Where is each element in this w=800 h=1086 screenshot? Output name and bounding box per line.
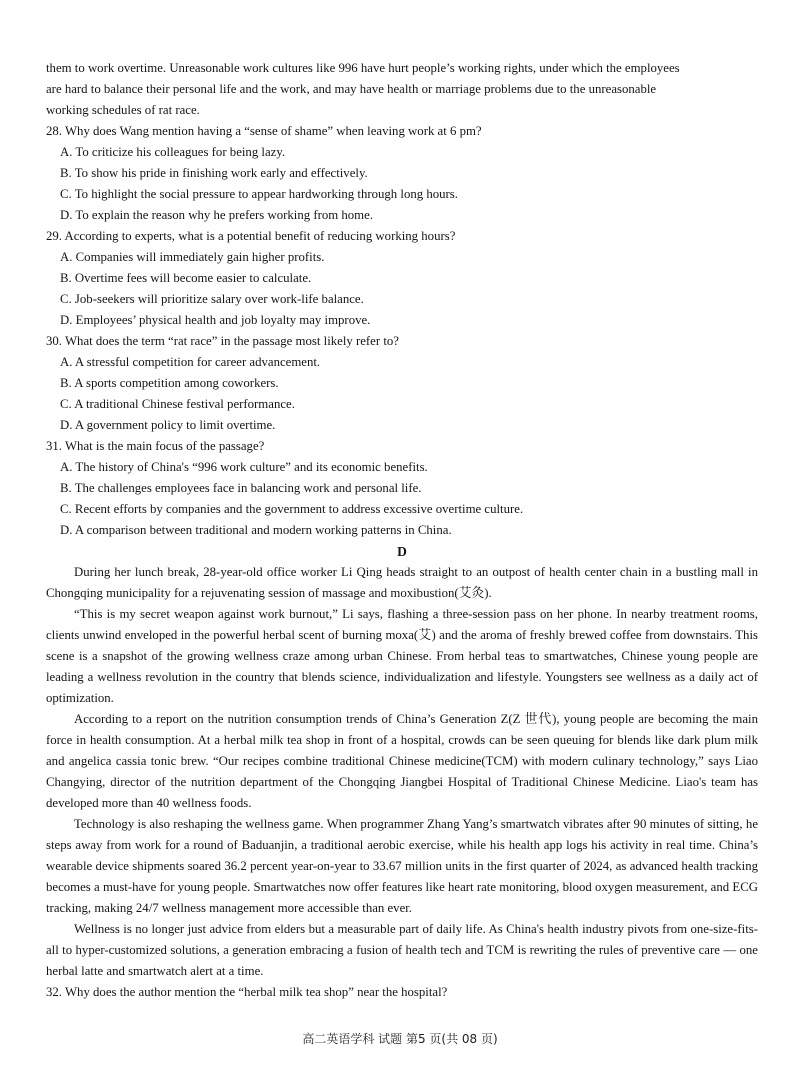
passage-paragraph: “This is my secret weapon against work burnout,” Li says, flashing a three-session pass on her phone. In nearby treatment rooms, clients unwind enveloped in the powerful herbal scent of burning moxa(艾) and the aroma of freshly brewed coffee from downstairs. This scene is a snapshot of the growing wellness craze among urban Chinese. From herbal teas to smartwatches, Chinese young people are leading a wellness revolution in the country that blends science, individualization and lifestyle. Youngsters see wellness as a daily act of optimization. — [46, 607, 758, 705]
answer-option-d[interactable]: D. To explain the reason why he prefers working from home. — [60, 208, 374, 222]
passage-line: working schedules of rat race. — [46, 103, 200, 117]
passage-paragraph: According to a report on the nutrition consumption trends of China’s Generation Z(Z 世代), young people are becoming the main force in health consumption. At a herbal milk tea shop in front of a hospital, crowds can be seen queuing for blends like dark plum milk and angelica cassia tonic brew. “Our recipes combine traditional Chinese medicine(TCM) with modern culinary technology,” says Liao Changying, director of the nutrition department of the Chongqing Jiangbei Hospital of Traditional Chinese Medicine. Liao's team has developed more than 40 wellness foods. — [46, 712, 758, 810]
exam-page — [46, 58, 758, 1003]
section-heading-d: D — [397, 544, 407, 559]
answer-option-b[interactable]: B. Overtime fees will become easier to calculate. — [60, 271, 312, 285]
question-29 — [46, 226, 758, 331]
answer-option-a[interactable]: A. Companies will immediately gain higher profits. — [60, 250, 325, 264]
answer-option-b[interactable]: B. The challenges employees face in balancing work and personal life. — [60, 481, 422, 495]
question-31 — [46, 436, 758, 541]
passage-c-continuation — [46, 58, 758, 121]
question-30 — [46, 331, 758, 436]
answer-option-d[interactable]: D. Employees’ physical health and job loyalty may improve. — [60, 313, 371, 327]
answer-option-c[interactable]: C. Job-seekers will prioritize salary over work-life balance. — [60, 292, 364, 306]
question-stem: 29. According to experts, what is a potential benefit of reducing working hours? — [46, 229, 456, 243]
answer-option-a[interactable]: A. The history of China's “996 work culture” and its economic benefits. — [60, 460, 428, 474]
question-stem: 28. Why does Wang mention having a “sense of shame” when leaving work at 6 pm? — [46, 124, 482, 138]
answer-option-c[interactable]: C. Recent efforts by companies and the government to address excessive overtime culture. — [60, 502, 524, 516]
answer-option-c[interactable]: C. A traditional Chinese festival performance. — [60, 397, 295, 411]
passage-d — [46, 562, 758, 982]
answer-option-d[interactable]: D. A government policy to limit overtime. — [60, 418, 276, 432]
passage-paragraph: Wellness is no longer just advice from elders but a measurable part of daily life. As China's health industry pivots from one-size-fits-all to hyper-customized solutions, a generation embracing a fusion of health tech and TCM is rewriting the rules of preventive care — one herbal latte and smartwatch alert at a time. — [46, 922, 758, 978]
answer-option-a[interactable]: A. A stressful competition for career advancement. — [60, 355, 321, 369]
answer-option-d[interactable]: D. A comparison between traditional and modern working patterns in China. — [60, 523, 452, 537]
answer-option-c[interactable]: C. To highlight the social pressure to appear hardworking through long hours. — [60, 187, 458, 201]
question-32-stem: 32. Why does the author mention the “herbal milk tea shop” near the hospital? — [46, 985, 448, 999]
passage-line: them to work overtime. Unreasonable work cultures like 996 have hurt people’s working rights, under which the employees — [46, 61, 680, 75]
answer-option-b[interactable]: B. A sports competition among coworkers. — [60, 376, 279, 390]
question-stem: 31. What is the main focus of the passage? — [46, 439, 265, 453]
answer-option-a[interactable]: A. To criticize his colleagues for being lazy. — [60, 145, 286, 159]
passage-paragraph: Technology is also reshaping the wellness game. When programmer Zhang Yang’s smartwatch vibrates after 90 minutes of sitting, he steps away from work for a round of Baduanjin, a traditional aerobic exercise, while his health app logs his activity in real time. China’s wearable device shipments soared 36.2 percent year-on-year to 33.67 million units in the first quarter of 2024, as advanced health tracking becomes a must-have for young people. Smartwatches now offer features like heart rate monitoring, blood oxygen measurement, and ECG tracking, making 24/7 wellness management more accessible than ever. — [46, 817, 758, 915]
passage-line: are hard to balance their personal life and the work, and may have health or marriage problems due to the unreasonable — [46, 82, 657, 96]
page-footer: 高二英语学科 试题 第5 页(共 08 页) — [302, 1032, 498, 1046]
answer-option-b[interactable]: B. To show his pride in finishing work early and effectively. — [60, 166, 368, 180]
question-28 — [46, 121, 758, 226]
question-stem: 30. What does the term “rat race” in the passage most likely refer to? — [46, 334, 399, 348]
passage-paragraph: During her lunch break, 28-year-old office worker Li Qing heads straight to an outpost of health center chain in a bustling mall in Chongqing municipality for a rejuvenating session of massage and moxibustion(艾灸). — [46, 565, 758, 600]
